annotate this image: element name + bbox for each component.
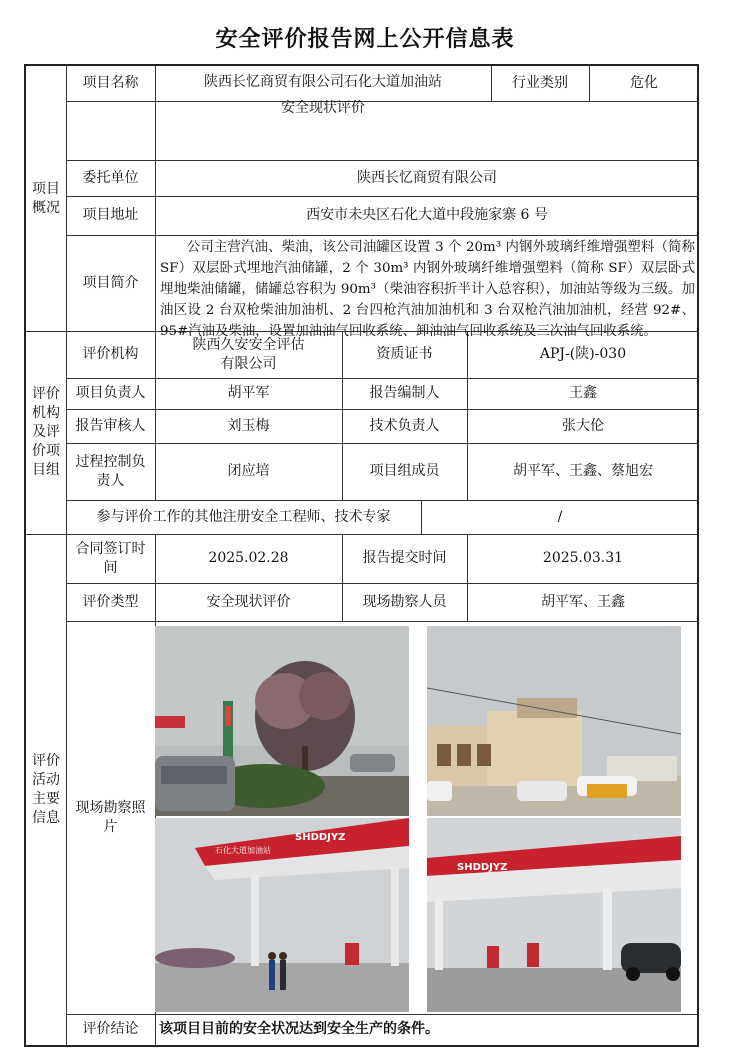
conclusion-label: 评价结论 — [82, 1021, 139, 1037]
site-photo-canopy-side — [427, 818, 681, 1012]
survey-label: 现场勘察人员 — [362, 593, 447, 610]
cert-value: APJ-(陕)-030 — [539, 346, 627, 362]
process-label: 过程控制负 责人 — [75, 453, 146, 489]
survey-value: 胡平军、王鑫 — [541, 593, 625, 610]
tech-label: 技术负责人 — [369, 417, 440, 434]
intro-label: 项目简介 — [82, 274, 139, 291]
industry-label: 行业类别 — [512, 75, 568, 91]
submit-label: 报告提交时间 — [362, 550, 447, 566]
address-label: 项目地址 — [82, 207, 139, 223]
reviewer-value: 刘玉梅 — [227, 417, 270, 434]
contract-label: 合同签订时 间 — [75, 540, 146, 576]
section-org: 评价 机构 及评 价项 目组 — [32, 386, 60, 478]
members-value: 胡平军、王鑫、蔡旭宏 — [513, 463, 653, 479]
canopy-brand-text: SHDDJYZ — [295, 832, 346, 843]
members-label: 项目组成员 — [369, 463, 440, 479]
type-label: 评价类型 — [82, 593, 139, 610]
photos-label: 现场勘察照 片 — [75, 799, 146, 835]
canopy-brand-text-2: SHDDJYZ — [457, 862, 508, 873]
address-value: 西安市未央区石化大道中段施家寨 6 号 — [306, 207, 548, 223]
writer-label: 报告编制人 — [369, 385, 440, 401]
site-photo-canopy-front — [155, 818, 409, 1012]
others-label: 参与评价工作的其他注册安全工程师、技术专家 — [96, 508, 391, 525]
submit-date: 2025.03.31 — [542, 550, 624, 566]
document-title: 安全评价报告网上公开信息表 — [215, 27, 515, 52]
contract-date: 2025.02.28 — [208, 550, 289, 566]
section-overview: 项目 概况 — [32, 180, 60, 216]
project-name: 陕西长忆商贸有限公司石化大道加油站 安全现状评价 — [204, 74, 442, 116]
site-photo-building — [427, 626, 681, 816]
process-value: 闭应培 — [227, 463, 270, 479]
agency-label: 评价机构 — [82, 346, 139, 362]
client-value: 陕西长忆商贸有限公司 — [357, 169, 497, 186]
section-activity: 评价 活动 主要 信息 — [32, 752, 60, 826]
leader-label: 项目负责人 — [75, 385, 146, 401]
writer-value: 王鑫 — [569, 385, 597, 401]
tech-value: 张大伦 — [562, 417, 604, 434]
canopy-banner-text: 石化大道加油站 — [215, 846, 271, 855]
type-value: 安全现状评价 — [206, 593, 291, 610]
project-name-label: 项目名称 — [82, 75, 139, 91]
conclusion-value: 该项目目前的安全状况达到安全生产的条件。 — [159, 1021, 439, 1037]
intro-text: 公司主营汽油、柴油，该公司油罐区设置 3 个 20m³ 内钢外玻璃纤维增强塑料（简称 SF）双层卧式埋地汽油储罐，2 个 30m³ 内钢外玻璃纤维增强塑料（简称 SF）双层卧式埋地柴油储罐，储罐总容积为 90m³（柴油容积折半计入总容积），加油站等级为三级。加油区设 2 台双枪柴油加油机、2 台四枪汽油加油机和 3 台双枪汽油加油机，经营 92#、95#汽油及柴油，设置加油油气回收系统、卸油油气回收系统及三次油气回收系统。 — [160, 240, 695, 339]
agency-value: 陕西久安安全评估 有限公司 — [192, 336, 305, 372]
client-label: 委托单位 — [82, 169, 139, 186]
leader-value: 胡平军 — [227, 385, 270, 401]
industry-value: 危化 — [630, 75, 658, 91]
others-value: / — [557, 508, 563, 525]
cert-label: 资质证书 — [376, 346, 433, 362]
site-photo-tree — [155, 626, 409, 816]
info-table — [24, 64, 699, 1047]
reviewer-label: 报告审核人 — [75, 417, 146, 434]
